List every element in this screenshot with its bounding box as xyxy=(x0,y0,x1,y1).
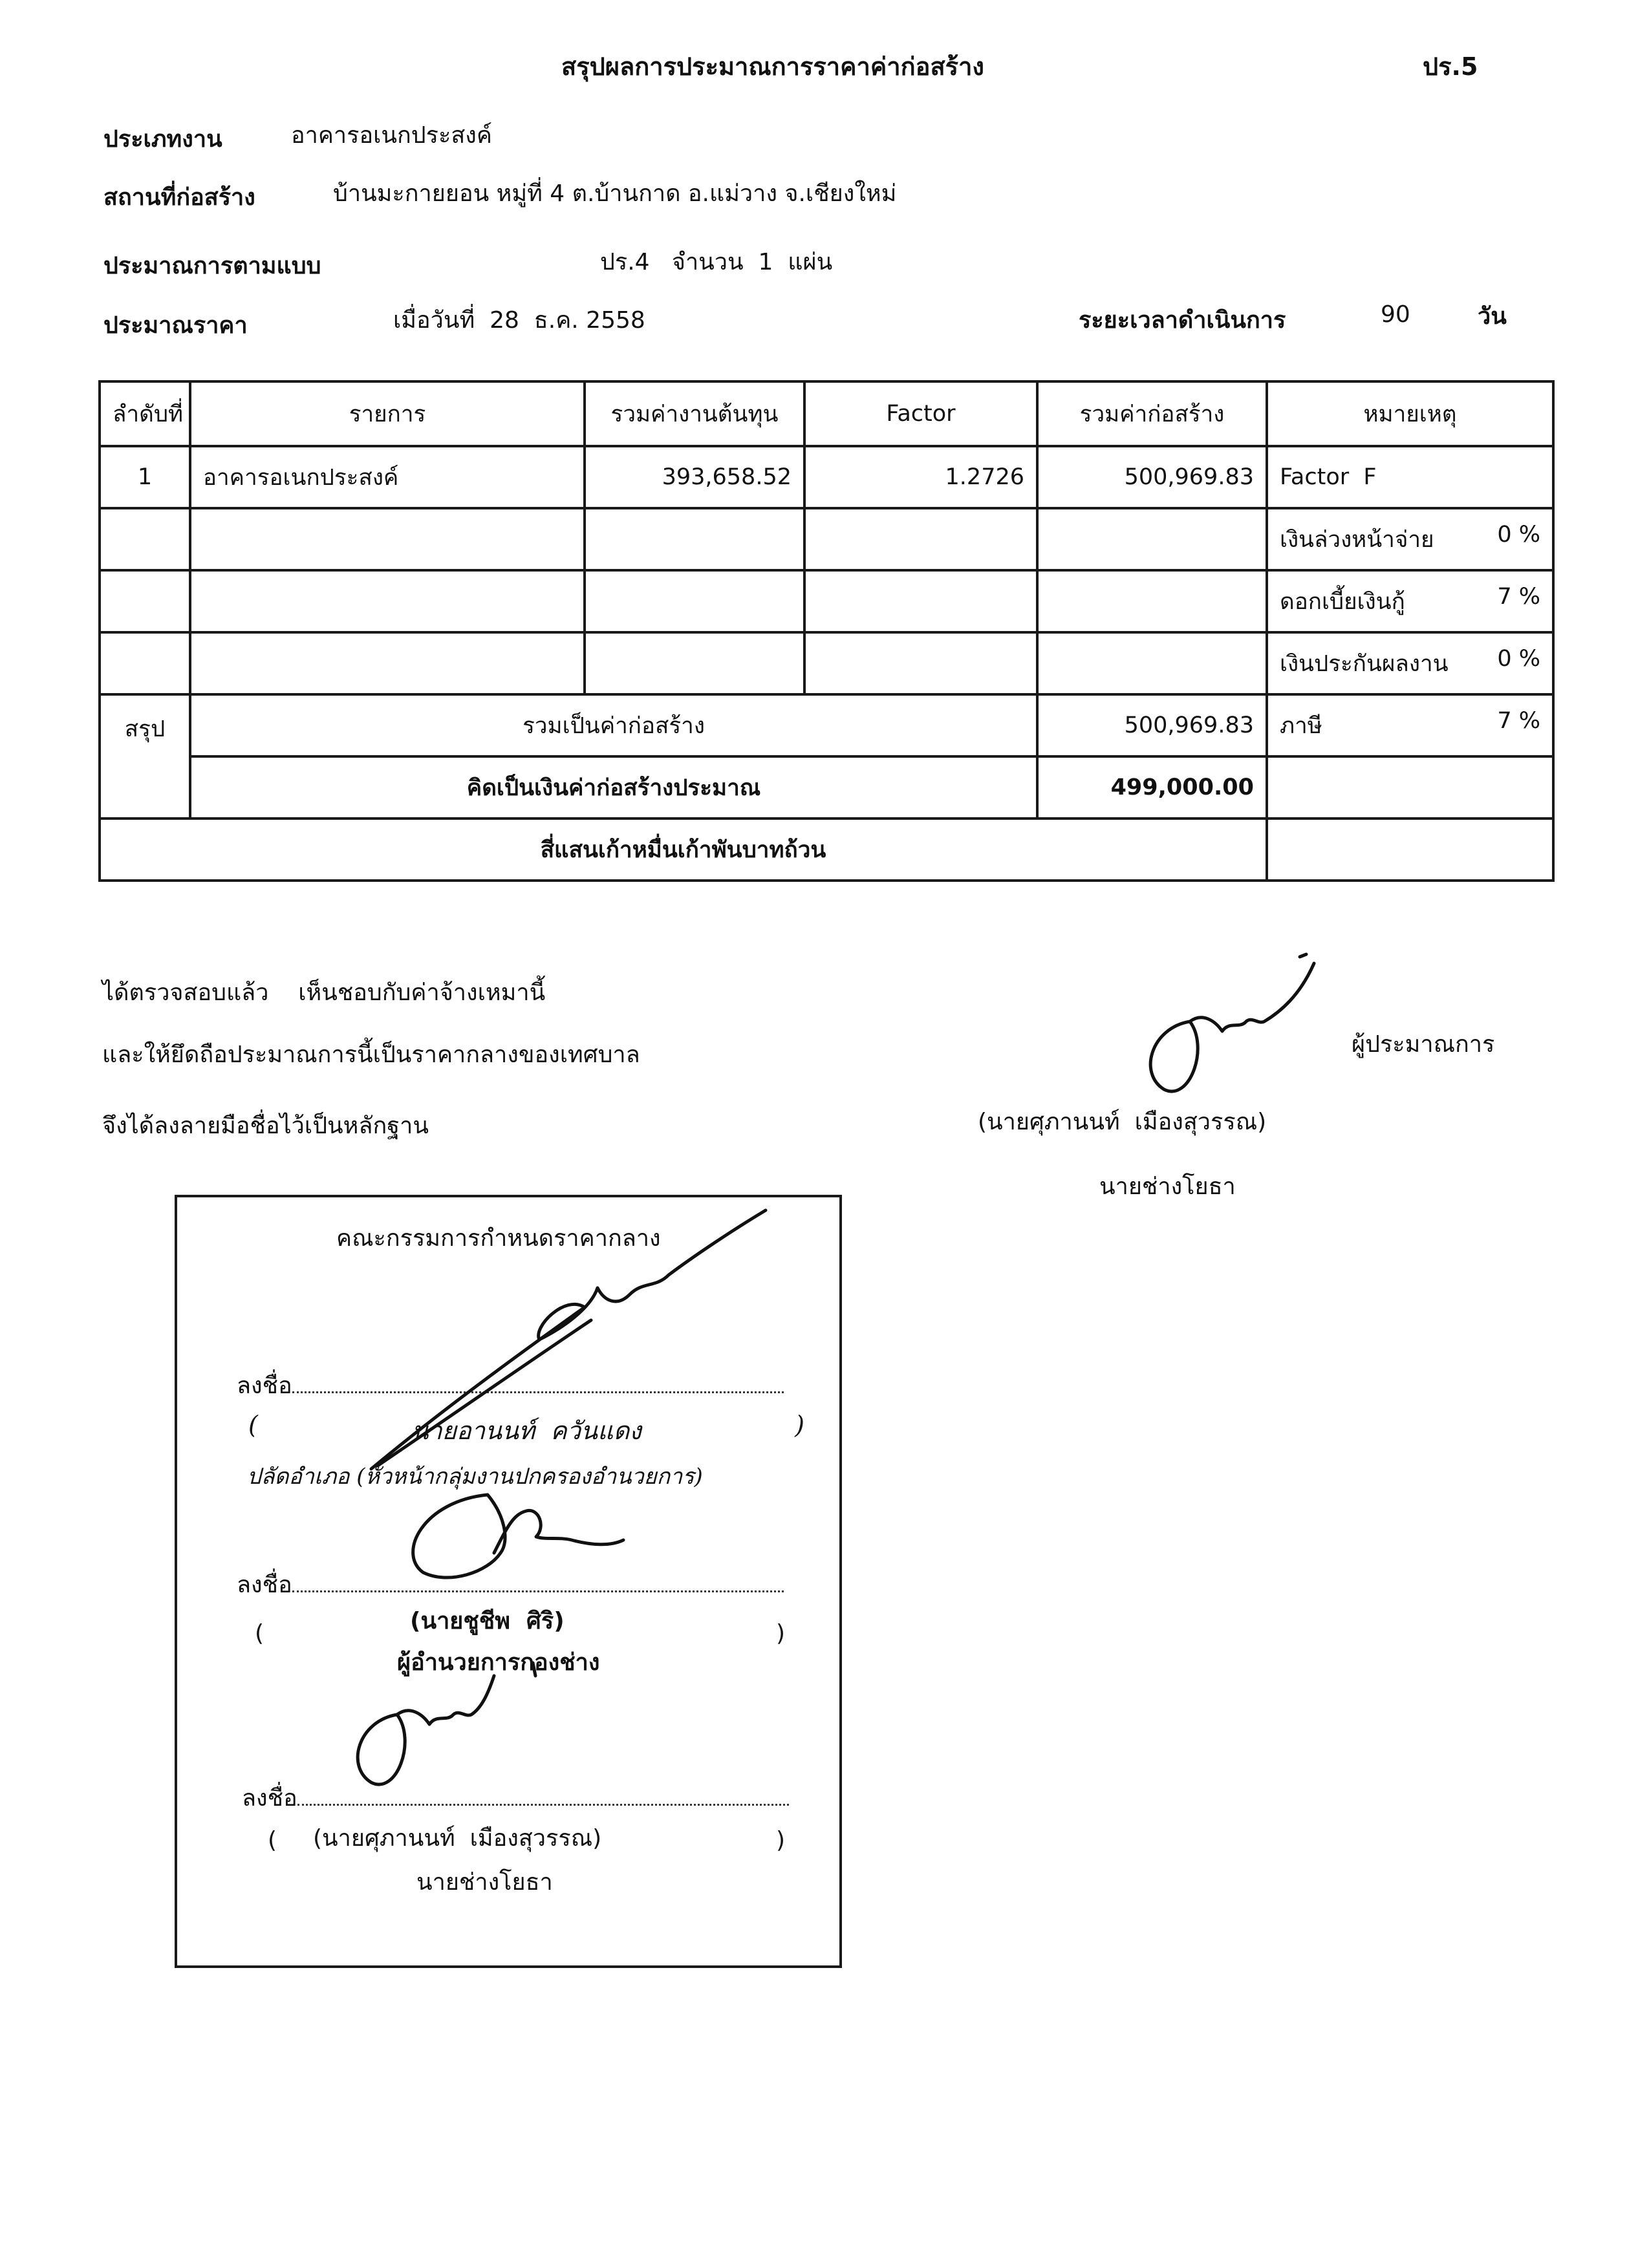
estimator-signature xyxy=(1112,950,1319,1106)
estimator-name: (นายศุภานนท์ เมืองสุวรรณ) xyxy=(978,1109,1267,1135)
sign-label: ลงชื่อ xyxy=(242,1785,297,1812)
estimate-plan-label: ประมาณการตามแบบ xyxy=(103,253,321,279)
table-row xyxy=(100,632,1553,694)
row-cost xyxy=(585,508,804,570)
row-factor xyxy=(804,508,1037,570)
duration-value: 90 xyxy=(1381,301,1410,328)
estimate-label: คิดเป็นเงินค่าก่อสร้างประมาณ xyxy=(190,756,1037,818)
row-total: 500,969.83 xyxy=(1037,446,1267,508)
header-total: รวมค่าก่อสร้าง xyxy=(1037,381,1267,446)
approval-line-2: และให้ยึดถือประมาณการนี้เป็นราคากลางของเทศบาล xyxy=(102,1042,640,1068)
row-cost xyxy=(585,570,804,632)
amount-words-note xyxy=(1267,818,1553,881)
amount-words-row xyxy=(100,818,1553,881)
row-item xyxy=(190,632,585,694)
amount-words: สี่แสนเก้าหมื่นเก้าพันบาทถ้วน xyxy=(100,818,1267,881)
estimate-price-label: ประมาณราคา xyxy=(103,312,248,339)
member-1-signature xyxy=(371,1210,772,1482)
work-type-label: ประเภทงาน xyxy=(103,126,222,153)
row-factor: 1.2726 xyxy=(804,446,1037,508)
note-label: เงินล่วงหน้าจ่าย xyxy=(1280,526,1434,553)
note-value: 7 % xyxy=(1497,583,1540,610)
summary-table xyxy=(98,380,1555,882)
estimate-note xyxy=(1267,756,1553,818)
site-label: สถานที่ก่อสร้าง xyxy=(103,184,255,211)
row-total xyxy=(1037,508,1267,570)
member-1-name: นายอานนท์ ควันแดง xyxy=(411,1417,641,1445)
table-row xyxy=(100,446,1553,508)
duration-label: ระยะเวลาดำเนินการ xyxy=(1079,307,1286,334)
row-no xyxy=(100,632,190,694)
note-label: เงินประกันผลงาน xyxy=(1280,650,1449,677)
header-factor: Factor xyxy=(804,381,1037,446)
duration-unit: วัน xyxy=(1478,303,1507,330)
sum-value: 500,969.83 xyxy=(1037,694,1267,756)
note-value: 0 % xyxy=(1497,645,1540,672)
estimate-row xyxy=(100,756,1553,818)
tax-value: 7 % xyxy=(1497,707,1540,734)
note-label: Factor F xyxy=(1280,464,1377,490)
row-no xyxy=(100,508,190,570)
member-1-name-line: ( นายอานนท์ ควันแดง ) xyxy=(248,1411,804,1450)
estimator-position: นายช่างโยธา xyxy=(1099,1173,1236,1200)
sum-label: รวมเป็นค่าก่อสร้าง xyxy=(190,694,1037,756)
approval-line-3: จึงได้ลงลายมือชื่อไว้เป็นหลักฐาน xyxy=(102,1113,429,1139)
table-row xyxy=(100,508,1553,570)
header-note: หมายเหตุ xyxy=(1267,381,1553,446)
header-no: ลำดับที่ xyxy=(100,381,190,446)
member-2-signature xyxy=(397,1475,630,1592)
member-3-name-line: ( ) xyxy=(268,1827,785,1854)
site-value: บ้านมะกายยอน หมู่ที่ 4 ต.บ้านกาด อ.แม่วาง จ.เชียงใหม่ xyxy=(333,180,897,207)
document-title: สรุปผลการประมาณการราคาค่าก่อสร้าง xyxy=(561,52,984,81)
row-total xyxy=(1037,570,1267,632)
header-cost: รวมค่างานต้นทุน xyxy=(585,381,804,446)
summary-row xyxy=(100,694,1553,756)
row-factor xyxy=(804,570,1037,632)
row-item xyxy=(190,508,585,570)
member-2-name: (นายชูชีพ ศิริ) xyxy=(410,1608,565,1634)
member-3-signature xyxy=(319,1650,526,1805)
member-3-position: นายช่างโยธา xyxy=(416,1869,553,1896)
row-item xyxy=(190,570,585,632)
member-2-name-line: ( ) xyxy=(255,1620,785,1647)
form-code: ปร.5 xyxy=(1423,52,1478,81)
row-cost xyxy=(585,632,804,694)
row-item: อาคารอเนกประสงค์ xyxy=(190,446,585,508)
row-note xyxy=(1267,508,1553,570)
estimate-value: 499,000.00 xyxy=(1037,756,1267,818)
row-no xyxy=(100,570,190,632)
row-total xyxy=(1037,632,1267,694)
work-type-value: อาคารอเนกประสงค์ xyxy=(291,122,492,149)
member-2-position: ผู้อำนวยการกองช่าง xyxy=(397,1649,600,1676)
tax-cell xyxy=(1267,694,1553,756)
member-3-name: (นายศุภานนท์ เมืองสุวรรณ) xyxy=(313,1825,602,1852)
member-1-position: ปลัดอำเภอ (หัวหน้ากลุ่มงานปกครองอำนวยการ) xyxy=(247,1464,703,1490)
estimate-date: เมื่อวันที่ 28 ธ.ค. 2558 xyxy=(393,307,645,334)
estimator-role: ผู้ประมาณการ xyxy=(1352,1031,1495,1058)
row-factor xyxy=(804,632,1037,694)
note-label: ดอกเบี้ยเงินกู้ xyxy=(1280,588,1405,615)
note-value: 0 % xyxy=(1497,521,1540,548)
header-item: รายการ xyxy=(190,381,585,446)
table-header-row xyxy=(100,381,1553,446)
tax-label: ภาษี xyxy=(1280,712,1322,739)
row-note xyxy=(1267,632,1553,694)
row-note xyxy=(1267,446,1553,508)
approval-line-1: ได้ตรวจสอบแล้ว เห็นชอบกับค่าจ้างเหมานี้ xyxy=(102,979,546,1006)
row-note xyxy=(1267,570,1553,632)
summary-label: สรุป xyxy=(100,694,190,818)
table-row xyxy=(100,570,1553,632)
sign-label: ลงชื่อ xyxy=(237,1373,292,1399)
row-no: 1 xyxy=(100,446,190,508)
estimate-plan-value: ปร.4 จำนวน 1 แผ่น xyxy=(600,249,833,275)
row-cost: 393,658.52 xyxy=(585,446,804,508)
committee-title: คณะกรรมการกำหนดราคากลาง xyxy=(336,1225,661,1252)
committee-box xyxy=(175,1195,842,1968)
sign-label: ลงชื่อ xyxy=(237,1572,292,1598)
